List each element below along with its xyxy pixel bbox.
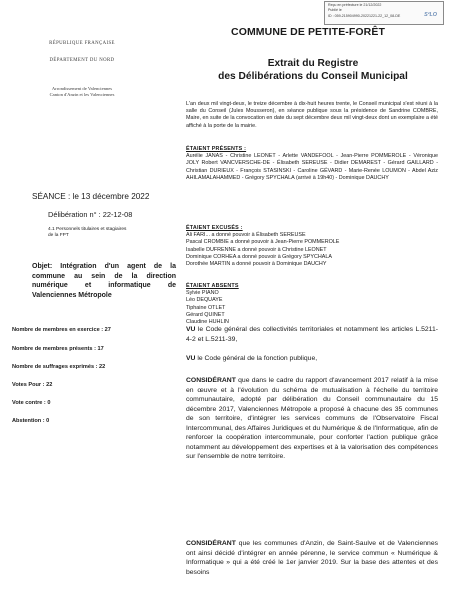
excuses-line: Dorothée MARTIN a donné pouvoir à Dominique DAUCHY [186,261,327,268]
considerant-keyword: CONSIDÉRANT [186,377,236,384]
vu-keyword: VU [186,355,196,362]
stat-members-presents: Nombre de membres présents : 17 [12,346,104,352]
intro-paragraph: L'an deux mil vingt-deux, le treize décembre à dix-huit heures trente, le Conseil municipal s'est réuni à la salle du Conseil (Jules Mousseron), en séance publique sous la présidence de Sandrine COMBRE, Maire, en suite de la convocation en date du sept décembre deux mil vingt-deux dont un exemplaire a été affiché à la porte de la mairie. [186,101,438,129]
absent-name: Tiphaine OTLET [186,304,226,311]
excuses-line: Pascal CROMBIE a donné pouvoir à Jean-Pierre POMMEROLE [186,239,340,246]
stamp-line: Reçu en préfecture le 21/12/2022 [328,3,382,7]
commune-title: COMMUNE DE PETITE-FORÊT [231,26,385,38]
section-line2: de la FPT [48,233,69,238]
considerant-keyword: CONSIDÉRANT [186,540,236,547]
vu-text: le Code général des collectivités territoriales et notamment les articles L.5211-4-2 et L.5211-39, [186,326,438,343]
absent-name: Sylvie PIANO [186,290,219,297]
stat-members-exercice: Nombre de membres en exercice : 27 [12,327,111,333]
prefecture-stamp [324,1,444,25]
presents-heading: ÉTAIENT PRÉSENTS : [186,146,247,152]
stat-vote-contre: Vote contre : 0 [12,400,51,406]
absent-name: Claudine HUHLIN [186,319,229,326]
absent-name: Gérard QUINET [186,311,225,318]
considerant-text: que dans le cadre du rapport d'avancement 2017 relatif à la mise en œuvre et à l'évolution du schéma de mutualisation à l'échelle du territoire communautaire, adopté par délibération du Conseil communautaire du 15 décembre 2017, Valenciennes Métropole a proposé à chacune des 35 communes de son territoire, d'intégrer les services communs de l'Observatoire Fiscal Intercommunal, des Affaires Juridiques et du Numérique & de l'Informatique, afin de renforcer la coopération intercommunale, pour conforter l'action publique grâce notamment au développement des expertises et à la valorisation des compétences sur l'ensemble de notre territoire. [186,377,438,460]
document-title [178,57,448,83]
presents-block [186,146,438,182]
section-label [48,227,126,239]
arrondissement-line2: Canton d'Anzin et les Valenciennes [49,91,115,97]
stat-suffrages: Nombre de suffrages exprimés : 22 [12,364,106,370]
s2lo-logo: S²LO [424,12,437,18]
excuses-line: Ali FARI... a donné pouvoir à Élisabeth SEREUSE [186,232,306,239]
arrondissement-block [12,86,152,97]
stat-votes-pour: Votes Pour : 22 [12,382,53,388]
absents-heading: ÉTAIENT ABSENTS [186,283,239,289]
arrondissement-line1: Arrondissement de Valenciennes [51,86,113,91]
excuses-line: Isabelle DUFRENNE a donné pouvoir à Christine LEONET [186,246,327,253]
objet-text: Objet: Intégration d'un agent de la commune au sein de la direction numérique et informatique de Valenciennes Métropole [32,263,176,299]
section-line1: 4.1 Personnels titulaires et stagiaires [48,227,127,232]
considerant-paragraph-2 [186,539,438,577]
stamp-line: ID : 059-215904990-20221221-22_12_08-DE [328,13,401,18]
considerant-paragraph-1 [186,376,438,462]
document-title-line1: Extrait du Registre [267,58,359,69]
document-title-line2: des Délibérations du Conseil Municipal [218,71,408,82]
stamp-line: Publié le [328,8,342,13]
excuses-heading: ÉTAIENT EXCUSÉS : [186,225,243,231]
absents-block [186,283,438,326]
vu-paragraph-2 [186,354,438,364]
considerant-text: que les communes d'Anzin, de Saint-Saulve et de Valenciennes ont ainsi décidé d'intégrer en année pérenne, le service commun « Numérique & Informatique » qui a été créé le 1er janvier 2019. Sur la base des attentes et des besoins [186,540,438,576]
excuses-block [186,225,438,268]
presents-list: Aurélie JANAS - Christine LEONET - Arlette VANDEFOOL - Jean-Pierre POMMEROLE - Véronique JOLY Robert VANCVERSCHE-DE - Élisabeth SEREUSE - Didier DEMAREST - Gérard GAILLARD - Christian DURIEUX - François STASINSKI - Caroline GÉVARD - Marie-Renée LOUMON - Abdel Aziz AHILAMALAHAMMED - Grégory SPYCHALA (arrivé à 19h40) - Dominique DAUCHY [186,153,438,181]
vu-keyword: VU [186,326,196,333]
stat-abstention: Abstention : 0 [12,418,50,424]
departement-label: DÉPARTEMENT DU NORD [49,58,115,63]
vu-text: le Code général de la fonction publique, [195,355,318,362]
absent-name: Léo DEQUAYE [186,297,223,304]
deliberation-number: Délibération n° : 22-12-08 [48,210,133,219]
republique-label: RÉPUBLIQUE FRANÇAISE [49,41,115,46]
seance-date: SÉANCE : le 13 décembre 2022 [32,192,150,201]
excuses-line: Dominique CORHEA a donné pouvoir à Grégory SPYCHALA [186,253,332,260]
vu-paragraph-1 [186,325,438,344]
